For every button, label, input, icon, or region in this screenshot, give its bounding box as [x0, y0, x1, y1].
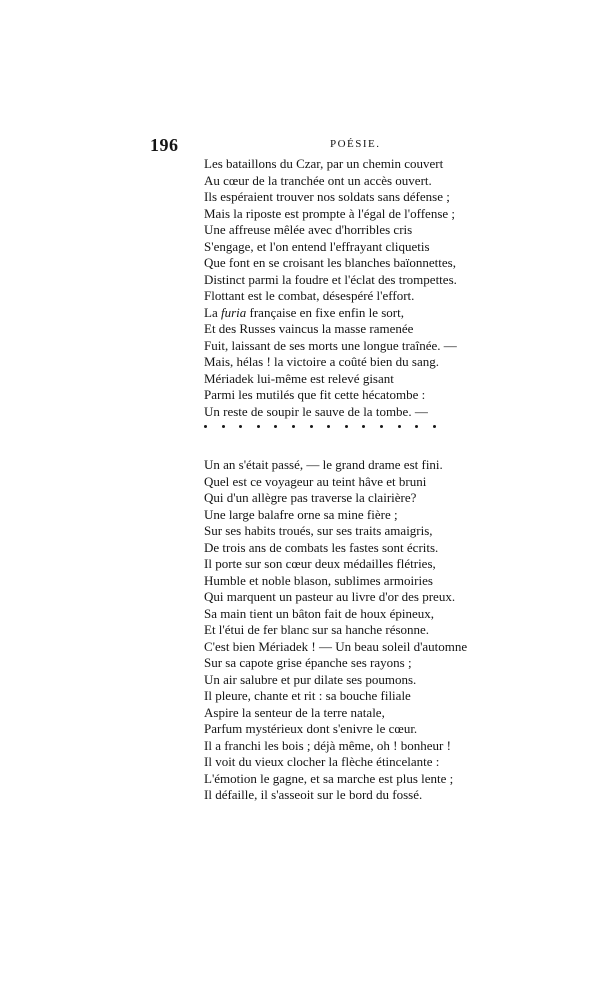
poem-line: Il a franchi les bois ; déjà même, oh ! bonheur !: [204, 737, 451, 753]
dot: [222, 425, 225, 428]
furia-before: La: [204, 304, 221, 320]
page-number: 196: [150, 135, 179, 155]
section-break-dots: [204, 425, 436, 428]
stanza-2: [204, 457, 504, 804]
dot: [415, 425, 418, 428]
poem-line: Distinct parmi la foudre et l'éclat des trompettes.: [204, 271, 457, 287]
poem-line: Au cœur de la tranchée ont un accès ouvert.: [204, 172, 432, 188]
poem-line: De trois ans de combats les fastes sont écrits.: [204, 539, 439, 555]
dot: [204, 425, 207, 428]
poem-line: Qui d'un allègre pas traverse la clairière?: [204, 490, 417, 505]
stanza-1: [204, 156, 504, 420]
poem-line: Mais la riposte est prompte à l'égal de l'offense ;: [204, 205, 456, 221]
dot: [433, 425, 436, 428]
poem-line: Un an s'était passé, — le grand drame est fini.: [204, 457, 443, 472]
poem-line: Une affreuse mêlée avec d'horribles cris: [204, 222, 413, 237]
poem-line: Quel est ce voyageur au teint hâve et bruni: [204, 473, 427, 489]
poem-line: Aspire la senteur de la terre natale,: [204, 704, 385, 720]
poem-line: Qui marquent un pasteur au livre d'or des preux.: [204, 589, 456, 604]
poem-line: Humble et noble blason, sublimes armoiries: [204, 572, 433, 588]
dot: [292, 425, 295, 428]
poem-line: Sa main tient un bâton fait de houx épineux,: [204, 605, 434, 621]
dot: [327, 425, 330, 428]
poem-line: C'est bien Mériadek ! — Un beau soleil d'automne: [204, 638, 468, 654]
furia-after: française en fixe enfin le sort,: [246, 304, 404, 320]
poem-line: L'émotion le gagne, et sa marche est plus lente ;: [204, 770, 454, 786]
dot: [239, 425, 242, 428]
dot: [398, 425, 401, 428]
poem-line: Il pleure, chante et rit : sa bouche filiale: [204, 688, 411, 703]
poem-line: Ils espéraient trouver nos soldats sans défense ;: [204, 189, 450, 204]
poem-line: Les bataillons du Czar, par un chemin couvert: [204, 156, 444, 171]
poem-line: Que font en se croisant les blanches baïonnettes,: [204, 255, 456, 270]
dot: [274, 425, 277, 428]
poem-line: Sur ses habits troués, sur ses traits amaigris,: [204, 523, 433, 538]
poem-line: Fuit, laissant de ses morts une longue traînée. —: [204, 337, 457, 353]
poem-line: S'engage, et l'on entend l'effrayant cliquetis: [204, 238, 430, 254]
poem-line-furia: [204, 305, 504, 322]
poem-line: Mériadek lui-même est relevé gisant: [204, 370, 394, 386]
poem-line: Parfum mystérieux dont s'enivre le cœur.: [204, 721, 418, 736]
poem-line: Mais, hélas ! la victoire a coûté bien du sang.: [204, 354, 440, 369]
dot: [362, 425, 365, 428]
poem-line: Il porte sur son cœur deux médailles flétries,: [204, 556, 436, 571]
poem-line: Flottant est le combat, désespéré l'effort.: [204, 288, 415, 303]
furia-italic: furia: [220, 304, 247, 320]
dot: [257, 425, 260, 428]
poem-line: Un air salubre et pur dilate ses poumons.: [204, 671, 417, 687]
dot: [345, 425, 348, 428]
poem-line: Il voit du vieux clocher la flèche étincelante :: [204, 754, 440, 769]
dot: [310, 425, 313, 428]
running-head: POÉSIE.: [330, 138, 381, 150]
poem-line: Il défaille, il s'asseoit sur le bord du fossé.: [204, 787, 423, 802]
poem-line: Une large balafre orne sa mine fière ;: [204, 506, 398, 522]
poem-line: Et l'étui de fer blanc sur sa hanche résonne.: [204, 622, 430, 637]
poem-line: Parmi les mutilés que fit cette hécatombe :: [204, 387, 426, 402]
poem-line: Un reste de soupir le sauve de la tombe. —: [204, 403, 428, 419]
poem-line: Et des Russes vaincus la masse ramenée: [204, 321, 414, 336]
poem-line: Sur sa capote grise épanche ses rayons ;: [204, 655, 412, 670]
dot: [380, 425, 383, 428]
